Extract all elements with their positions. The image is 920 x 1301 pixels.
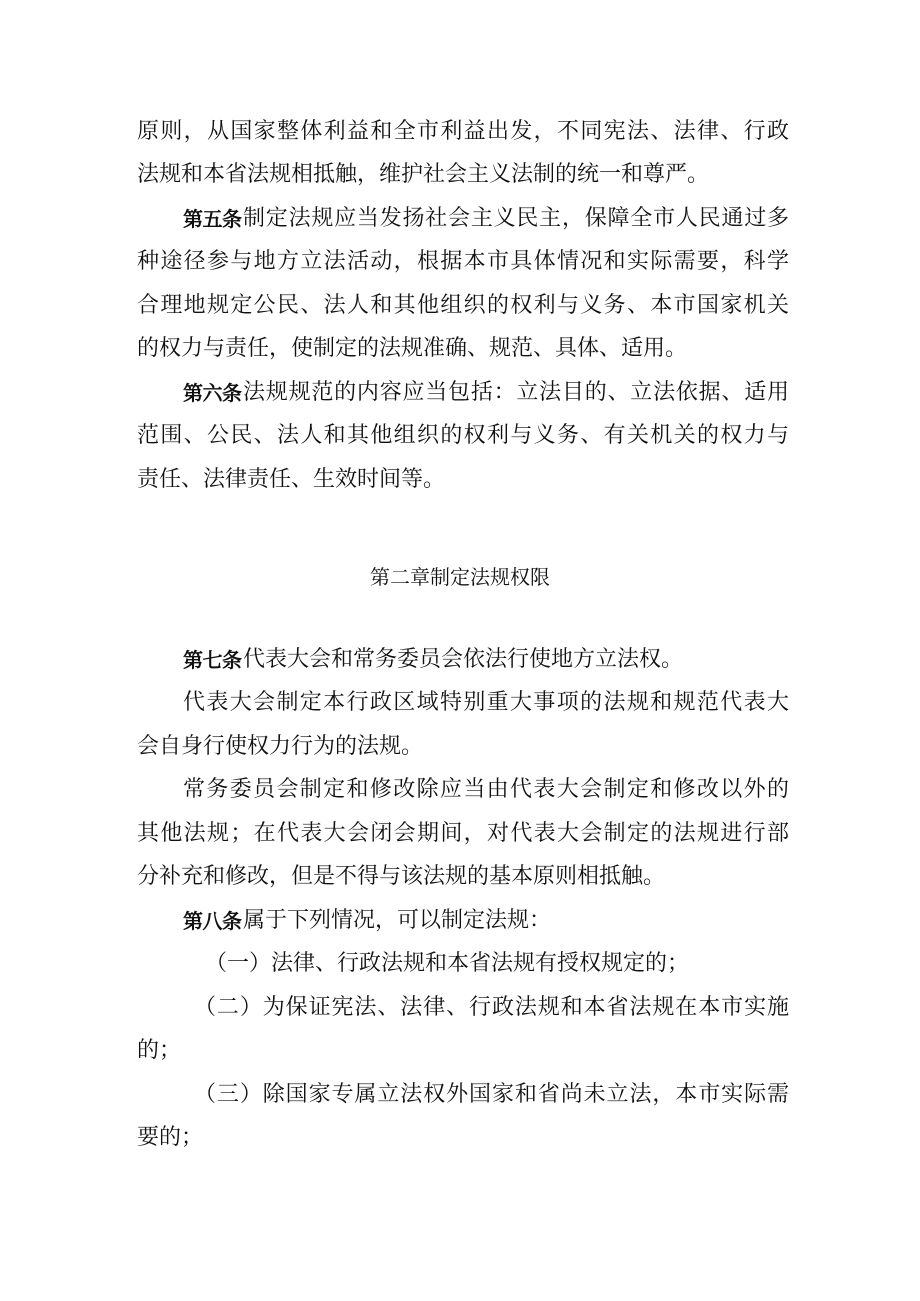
- article-5-line: [0, 284, 920, 328]
- article-6-line: [0, 371, 920, 415]
- article-5-line: [0, 240, 920, 284]
- list-item-text: （三）除国家专属立法权外国家和省尚未立法，本市实际需: [194, 1082, 789, 1107]
- paragraph-text: 法规和本省法规相抵触，维护社会主义法制的统一和尊严。: [137, 162, 710, 187]
- paragraph-line: [0, 725, 920, 769]
- paragraph-text: 会自身行使权力行为的法规。: [137, 734, 424, 759]
- article-8-label: 第八条: [183, 909, 242, 933]
- paragraph-line: [0, 855, 920, 899]
- list-item-line: [0, 1073, 920, 1117]
- article-6-label: 第六条: [183, 381, 242, 405]
- list-item-line: [0, 942, 920, 986]
- list-item-text: （一）法律、行政法规和本省法规有授权规定的；: [205, 951, 690, 976]
- article-7-text: 代表大会和常务委员会依法行使地方立法权。: [243, 647, 684, 672]
- article-5-text: 的权力与责任，使制定的法规准确、规范、具体、适用。: [137, 336, 688, 361]
- article-5-label: 第五条: [183, 207, 242, 231]
- paragraph-line: [0, 110, 920, 154]
- list-item-text: 的；: [137, 1038, 182, 1063]
- article-8-line: [0, 899, 920, 943]
- list-item-line: [0, 1116, 920, 1160]
- article-7-label: 第七条: [183, 648, 242, 672]
- chapter-heading: 第二章制定法规权限: [370, 565, 550, 589]
- article-6-line: [0, 414, 920, 458]
- list-item-text: （二）为保证宪法、法律、行政法规和本省法规在本市实施: [194, 995, 789, 1020]
- list-item-line: [0, 986, 920, 1030]
- list-item-line: [0, 1029, 920, 1073]
- article-7-line: [0, 638, 920, 682]
- article-6-text: 范围、公民、法人和其他组织的权利与义务、有关机关的权力与: [137, 423, 789, 448]
- paragraph-text: 原则，从国家整体利益和全市利益出发，不同宪法、法律、行政: [137, 119, 789, 144]
- article-5-line: [0, 197, 920, 241]
- article-8-text: 属于下列情况，可以制定法规：: [243, 908, 552, 933]
- article-6-text: 法规规范的内容应当包括：立法目的、立法依据、适用: [243, 380, 789, 405]
- paragraph-text: 分补充和修改，但是不得与该法规的基本原则相抵触。: [137, 864, 666, 889]
- paragraph-text: 代表大会制定本行政区域特别重大事项的法规和规范代表大: [183, 690, 789, 715]
- paragraph-line: [0, 153, 920, 197]
- paragraph-text: 常务委员会制定和修改除应当由代表大会制定和修改以外的: [183, 777, 789, 802]
- paragraph-text: 其他法规；在代表大会闭会期间，对代表大会制定的法规进行部: [137, 821, 789, 846]
- paragraph-line: [0, 812, 920, 856]
- list-item-text: 要的；: [137, 1125, 204, 1150]
- article-6-line: [0, 458, 920, 502]
- article-5-text: 合理地规定公民、法人和其他组织的权利与义务、本市国家机关: [137, 293, 789, 318]
- article-5-text: 制定法规应当发扬社会主义民主，保障全市人民通过多: [243, 206, 789, 231]
- article-5-line: [0, 327, 920, 371]
- paragraph-line: [0, 681, 920, 725]
- paragraph-line: [0, 768, 920, 812]
- article-6-text: 责任、法律责任、生效时间等。: [137, 467, 446, 492]
- article-5-text: 种途径参与地方立法活动，根据本市具体情况和实际需要，科学: [137, 249, 789, 274]
